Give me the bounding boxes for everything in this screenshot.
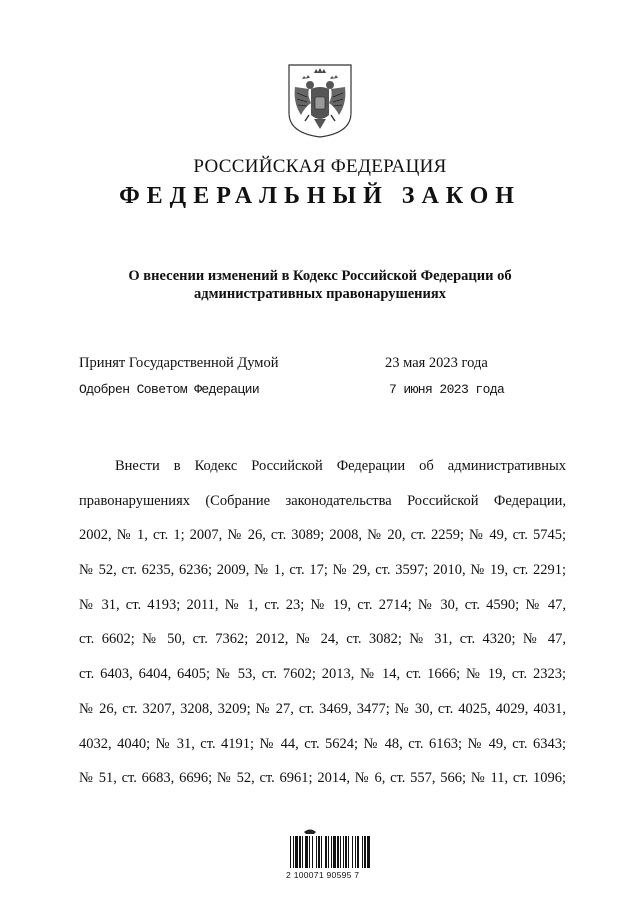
law-title-line: О внесении изменений в Кодекс Российской Федерации об [128,268,512,284]
body-line: Внести в Кодекс Российской Федерации об административных [115,458,566,474]
body-line: правонарушениях (Собрание законодательства Российской Федерации, [79,492,566,509]
barcode-icon [290,826,370,868]
country-heading: РОССИЙСКАЯ ФЕДЕРАЦИЯ [193,156,447,177]
body-line: № 52, ст. 6235, 6236; 2009, № 1, ст. 17; № 29, ст. 3597; 2010, № 19, ст. 2291; [79,562,566,579]
document-type-heading: ФЕДЕРАЛЬНЫЙ ЗАКОН [119,183,521,209]
council-label: Одобрен Советом Федерации [79,382,260,397]
body-line: ст. 6403, 6404, 6405; № 53, ст. 7602; 2013, № 14, ст. 1666; № 19, ст. 2323; [79,666,566,683]
law-title [100,267,540,303]
duma-date: 23 мая 2023 года [385,355,488,371]
barcode-block [286,826,370,880]
coat-of-arms-icon [287,63,353,139]
duma-label: Принят Государственной Думой [79,355,279,371]
body-line: 2002, № 1, ст. 1; 2007, № 26, ст. 3089; 2008, № 20, ст. 2259; № 49, ст. 5745; [79,527,566,544]
body-line: ст. 6602; № 50, ст. 7362; 2012, № 24, ст. 3082; № 31, ст. 4320; № 47, [79,631,566,648]
law-title-line: административных правонарушениях [194,286,446,302]
body-line: № 26, ст. 3207, 3208, 3209; № 27, ст. 3469, 3477; № 30, ст. 4025, 4029, 4031, [79,700,566,717]
law-body [79,457,566,804]
barcode-number: 2 100071 90595 7 [286,870,360,880]
body-line: № 51, ст. 6683, 6696; № 52, ст. 6961; 2014, № 6, ст. 557, 566; № 11, ст. 1096; [79,770,566,787]
body-line: 4032, 4040; № 31, ст. 4191; № 44, ст. 5624; № 48, ст. 6163; № 49, ст. 6343; [79,735,566,752]
body-line: № 31, ст. 4193; 2011, № 1, ст. 23; № 19, ст. 2714; № 30, ст. 4590; № 47, [79,596,566,613]
council-date: 7 июня 2023 года [389,382,505,397]
